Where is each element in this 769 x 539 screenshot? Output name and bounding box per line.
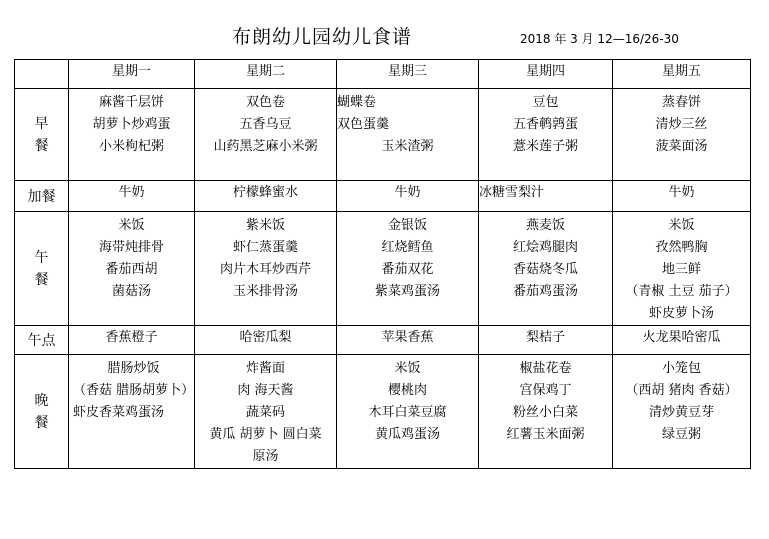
menu-item: 虾皮香菜鸡蛋汤 — [73, 405, 165, 420]
menu-item: 腊肠炒饭 — [107, 361, 160, 376]
menu-item: 小米枸杞粥 — [98, 139, 164, 154]
lunch-label: 午 餐 — [15, 212, 69, 326]
menu-item: 双色蛋羹 — [337, 117, 390, 132]
menu-item: 豆包 — [532, 95, 559, 110]
dinner-label: 晚 餐 — [15, 355, 69, 469]
dinner-mon — [69, 355, 195, 469]
menu-item: 红烩鸡腿肉 — [512, 240, 578, 255]
breakfast-thu — [479, 89, 613, 181]
menu-item: 蔬菜码 — [245, 405, 285, 420]
dinner-fri — [613, 355, 751, 469]
menu-item: 原汤 — [252, 449, 279, 464]
snack-am-label: 加餐 — [15, 181, 69, 212]
menu-item: 麻酱千层饼 — [98, 95, 164, 110]
snack-am-mon: 牛奶 — [69, 181, 195, 212]
menu-item: 海带炖排骨 — [98, 240, 164, 255]
menu-item: 菌菇汤 — [111, 284, 151, 299]
lunch-mon — [69, 212, 195, 326]
breakfast-label: 早 餐 — [15, 89, 69, 181]
menu-item: 薏米莲子粥 — [512, 139, 578, 154]
menu-item: 红薯玉米面粥 — [506, 427, 585, 442]
snack-am-wed: 牛奶 — [337, 181, 479, 212]
snack-am-row — [15, 181, 751, 212]
lunch-wed — [337, 212, 479, 326]
menu-item: 番茄双花 — [381, 262, 434, 277]
menu-item: 清炒黄豆芽 — [648, 405, 714, 420]
page-title: 布朗幼儿园幼儿食谱 — [232, 26, 413, 48]
menu-item: 蝴蝶卷 — [337, 95, 377, 110]
snack-am-fri: 牛奶 — [613, 181, 751, 212]
snack-pm-thu: 梨桔子 — [479, 326, 613, 355]
menu-item: 菠菜面汤 — [655, 139, 708, 154]
menu-item: 米饭 — [668, 218, 695, 233]
breakfast-fri — [613, 89, 751, 181]
menu-item: 虾仁蒸蛋羹 — [232, 240, 298, 255]
snack-am-tue: 柠檬蜂蜜水 — [195, 181, 337, 212]
menu-item: （西胡 猪肉 香菇） — [625, 383, 738, 398]
breakfast-tue — [195, 89, 337, 181]
menu-item: 小笼包 — [661, 361, 701, 376]
menu-item: 蒸春饼 — [661, 95, 701, 110]
menu-item: 孜然鸭胸 — [655, 240, 708, 255]
corner-cell — [15, 60, 69, 89]
menu-item: 黄瓜鸡蛋汤 — [374, 427, 440, 442]
snack-pm-row — [15, 326, 751, 355]
menu-item: 胡萝卜炒鸡蛋 — [92, 117, 171, 132]
dinner-row — [15, 355, 751, 469]
menu-item: 番茄鸡蛋汤 — [512, 284, 578, 299]
menu-item: 双色卷 — [245, 95, 285, 110]
snack-pm-mon: 香蕉橙子 — [69, 326, 195, 355]
menu-item: 米饭 — [394, 361, 421, 376]
menu-item: 金银饭 — [387, 218, 427, 233]
date-range: 2018 年 3 月 12—16/26-30 — [520, 32, 679, 46]
menu-item: （香菇 腊肠胡萝卜） — [73, 383, 195, 398]
breakfast-mon — [69, 89, 195, 181]
menu-item: 燕麦饭 — [525, 218, 565, 233]
menu-item: 地三鲜 — [661, 262, 701, 277]
menu-item: 黄瓜 胡萝卜 圆白菜 — [209, 427, 322, 442]
day-header: 星期四 — [479, 60, 613, 89]
menu-item: 紫米饭 — [245, 218, 285, 233]
lunch-thu — [479, 212, 613, 326]
snack-pm-fri: 火龙果哈密瓜 — [613, 326, 751, 355]
dinner-wed — [337, 355, 479, 469]
menu-item: 肉 海天酱 — [237, 383, 294, 398]
menu-item: 紫菜鸡蛋汤 — [374, 284, 440, 299]
menu-item: 米饭 — [118, 218, 145, 233]
day-header: 星期一 — [69, 60, 195, 89]
menu-item: 清炒三丝 — [655, 117, 708, 132]
menu-item: 五香乌豆 — [239, 117, 292, 132]
lunch-fri — [613, 212, 751, 326]
menu-item: 香菇烧冬瓜 — [512, 262, 578, 277]
menu-item: 番茄西胡 — [105, 262, 158, 277]
menu-item: 肉片木耳炒西芹 — [219, 262, 311, 277]
menu-item: 宫保鸡丁 — [519, 383, 572, 398]
day-header: 星期二 — [195, 60, 337, 89]
menu-item: 樱桃肉 — [387, 383, 427, 398]
snack-pm-label: 午点 — [15, 326, 69, 355]
dinner-thu — [479, 355, 613, 469]
menu-item: 红烧鳕鱼 — [381, 240, 434, 255]
header-row — [15, 60, 751, 89]
snack-am-thu: 冰糖雪梨汁 — [479, 181, 613, 212]
day-header: 星期三 — [337, 60, 479, 89]
menu-item: 椒盐花卷 — [519, 361, 572, 376]
menu-item: 山药黑芝麻小米粥 — [213, 139, 318, 154]
breakfast-wed — [337, 89, 479, 181]
menu-item: 玉米排骨汤 — [232, 284, 298, 299]
menu-item: 玉米渣粥 — [381, 139, 434, 154]
lunch-row — [15, 212, 751, 326]
menu-table — [14, 59, 751, 469]
menu-item: 绿豆粥 — [661, 427, 701, 442]
breakfast-row — [15, 89, 751, 181]
menu-item: （青椒 土豆 茄子） — [625, 284, 738, 299]
lunch-tue — [195, 212, 337, 326]
snack-pm-tue: 哈密瓜梨 — [195, 326, 337, 355]
menu-item: 木耳白菜豆腐 — [368, 405, 447, 420]
snack-pm-wed: 苹果香蕉 — [337, 326, 479, 355]
day-header: 星期五 — [613, 60, 751, 89]
menu-item: 虾皮萝卜汤 — [648, 306, 714, 321]
menu-item: 粉丝小白菜 — [512, 405, 578, 420]
menu-item: 炸酱面 — [245, 361, 285, 376]
dinner-tue — [195, 355, 337, 469]
menu-item: 五香鹌鹑蛋 — [512, 117, 578, 132]
